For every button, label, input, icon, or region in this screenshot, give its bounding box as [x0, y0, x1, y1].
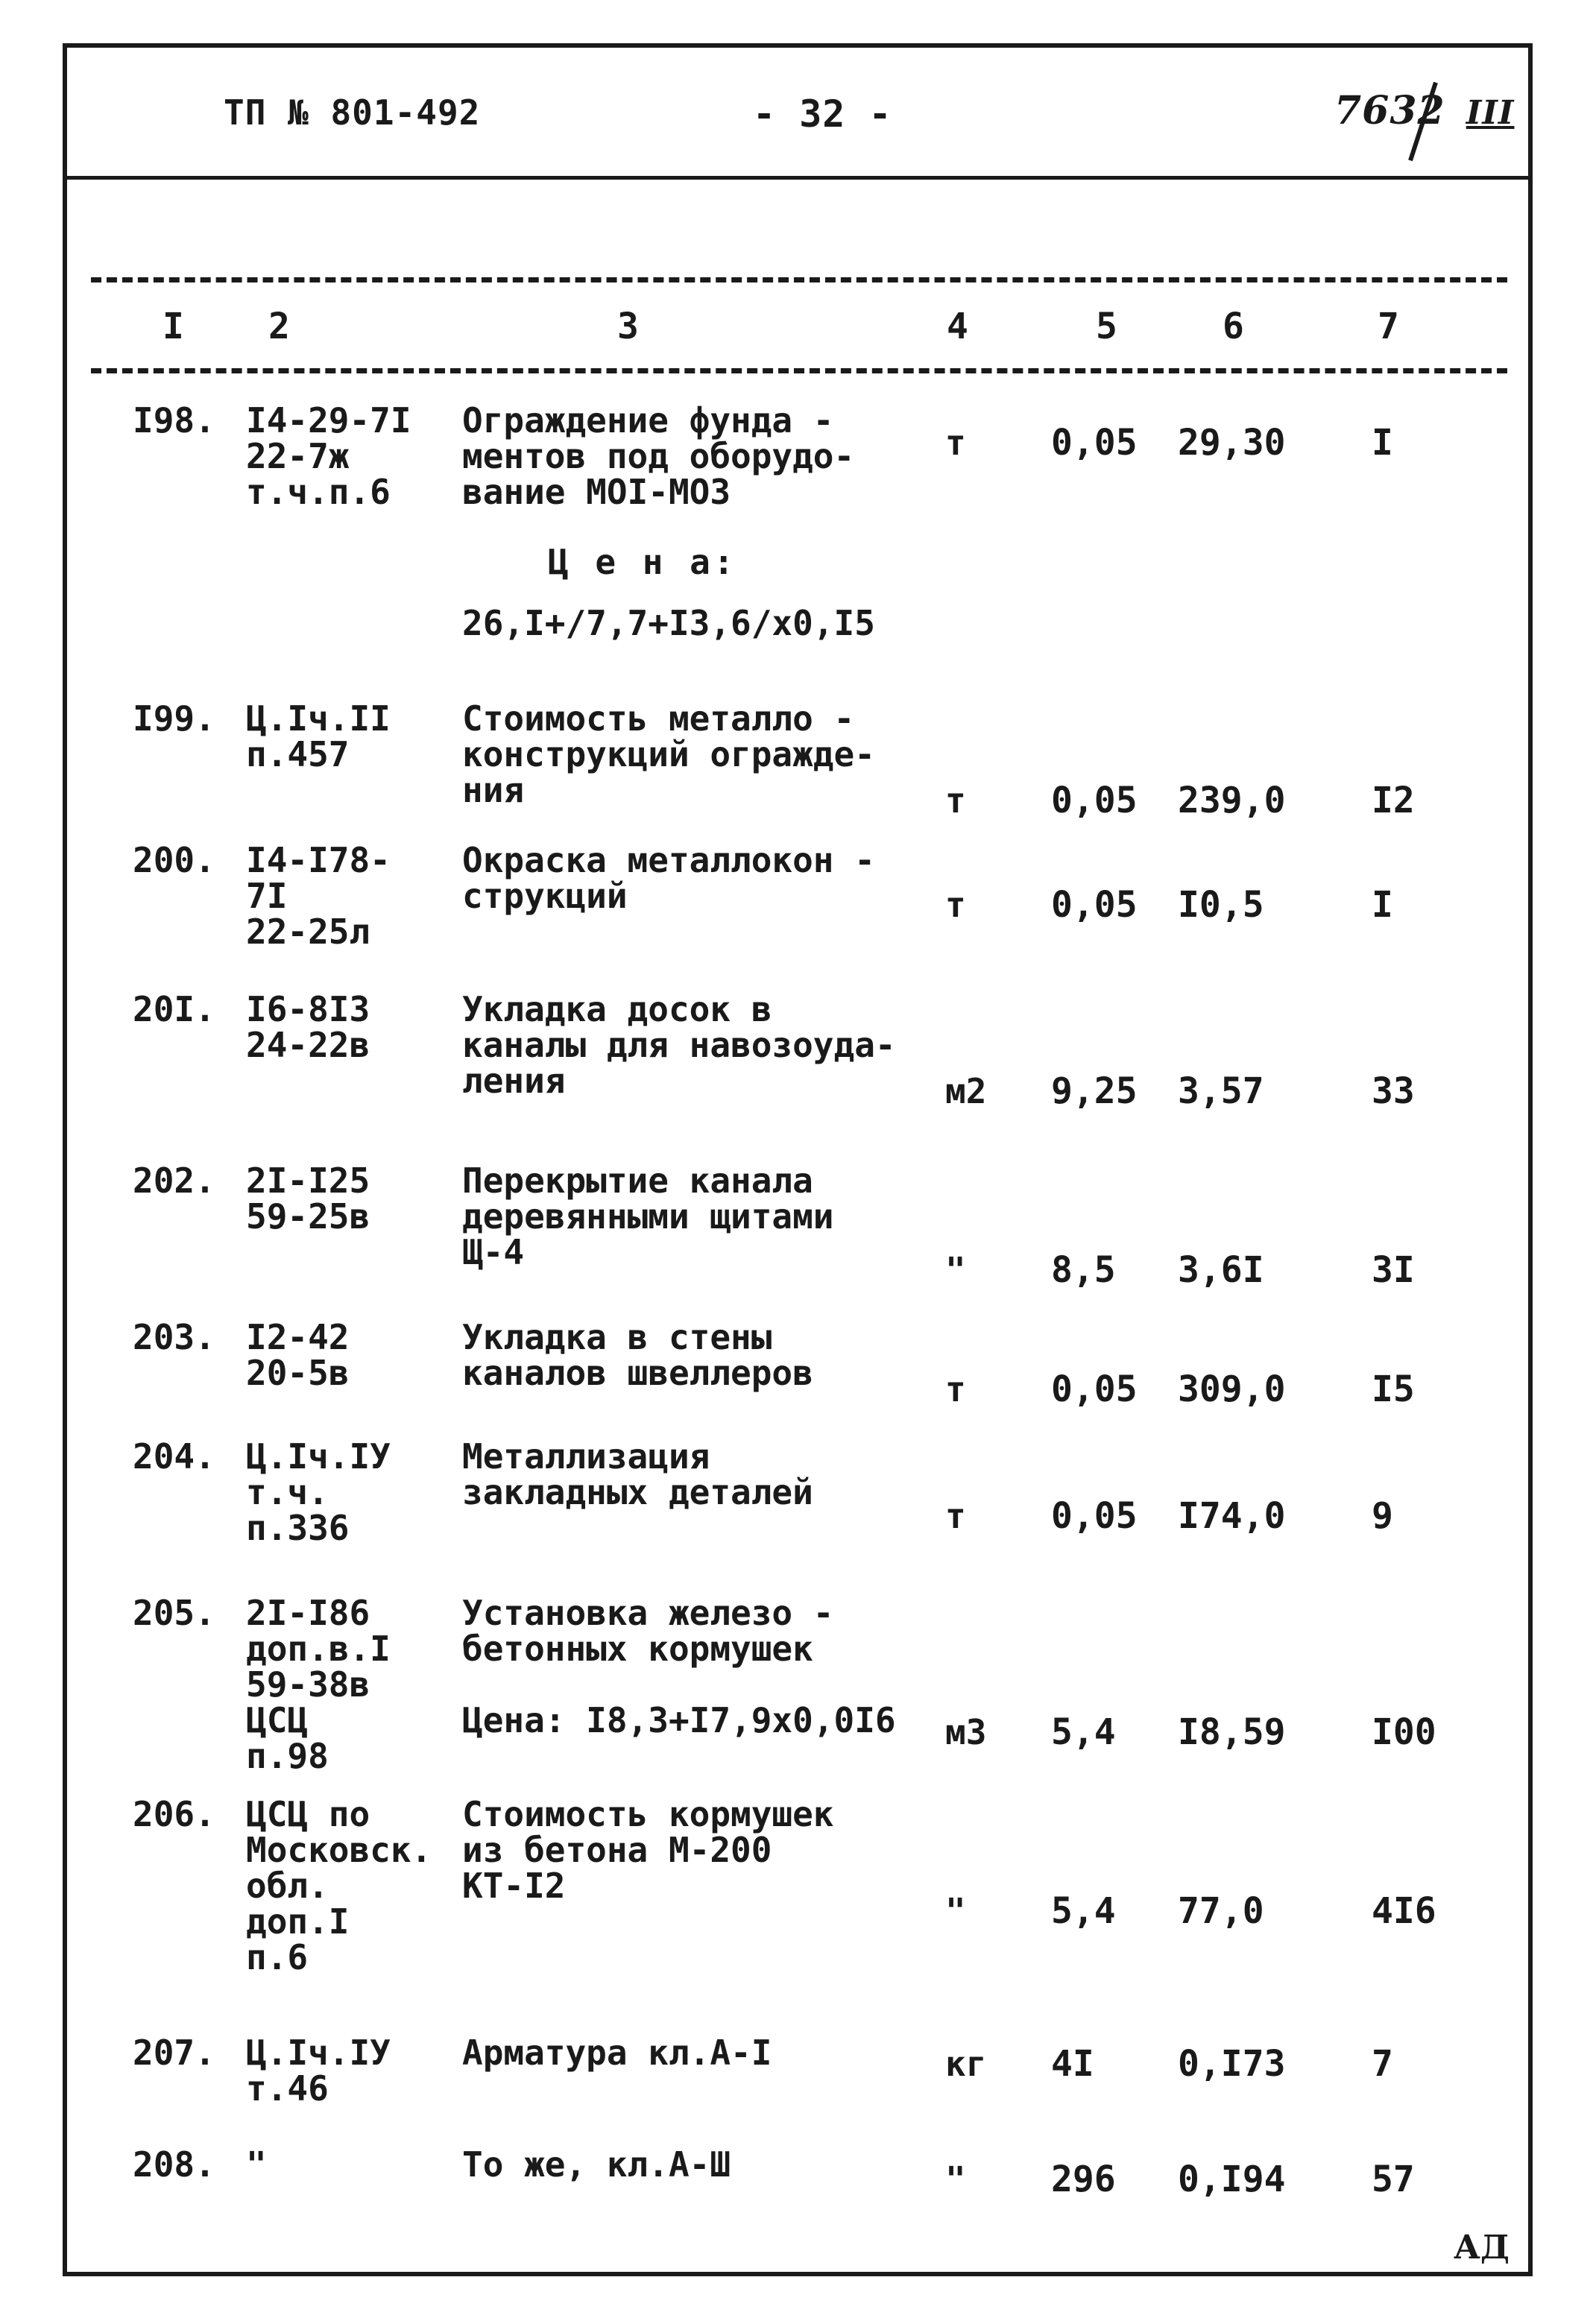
row-9-qty: 5,4 [1051, 1711, 1116, 1753]
row-8-total: 9 [1372, 1495, 1393, 1537]
row-5-desc: Укладка досок в каналы для навозоуда- ления [462, 989, 896, 1101]
row-12-total: 57 [1372, 2159, 1415, 2200]
col-header-6: 6 [1223, 306, 1244, 347]
row-6-ref: 2I-I25 59-25в [246, 1161, 370, 1237]
row-10-desc: Стоимость кормушек из бетона М-200 КТ-I2 [462, 1794, 834, 1906]
row-0-unit: т [945, 423, 966, 463]
stamp: АД [1454, 2229, 1510, 2267]
row-8-num: 204. [133, 1436, 215, 1477]
row-7-qty: 0,05 [1051, 1368, 1138, 1410]
row-0-qty: 0,05 [1051, 422, 1138, 464]
row-6-desc: Перекрытие канала деревянными щитами Щ-4 [462, 1161, 834, 1272]
row-5-qty: 9,25 [1051, 1070, 1138, 1112]
col-header-1: I [163, 306, 184, 347]
row-9-desc: Установка железо - бетонных кормушек Цена: I8,3+I7,9х0,0I6 [462, 1593, 896, 1740]
row-12-num: 208. [133, 2144, 215, 2185]
table-top-rule [91, 277, 1507, 282]
row-8-unit: т [945, 1496, 966, 1536]
row-7-ref: I2-42 20-5в [246, 1317, 350, 1393]
row-4-unit: т [945, 885, 966, 925]
row-11-ref: Ц.Iч.IУ т.46 [246, 2033, 391, 2109]
row-11-num: 207. [133, 2033, 215, 2073]
row-9-price: I8,59 [1178, 1711, 1286, 1753]
row-12-desc: То же, кл.А-Ш [462, 2144, 731, 2185]
row-0-desc: Ограждение фунда - ментов под оборудо- вание МОI-МОЗ [462, 400, 855, 512]
col-header-5: 5 [1096, 306, 1117, 347]
row-3-qty: 0,05 [1051, 780, 1138, 821]
row-5-unit: м2 [945, 1071, 987, 1111]
row-10-num: 206. [133, 1794, 215, 1834]
row-3-desc: Стоимость металло - конструкций огражде- ния [462, 698, 875, 810]
row-5-num: 20I. [133, 989, 215, 1029]
row-7-num: 203. [133, 1317, 215, 1357]
row-12-qty: 296 [1051, 2159, 1116, 2200]
row-6-num: 202. [133, 1161, 215, 1201]
row-8-desc: Металлизация закладных деталей [462, 1436, 813, 1512]
row-8-ref: Ц.Iч.IУ т.ч. п.336 [246, 1436, 391, 1548]
col-header-2: 2 [268, 306, 290, 347]
row-0-ref: I4-29-7I 22-7ж т.ч.п.6 [246, 400, 411, 512]
row-4-desc: Окраска металлокон - струкций [462, 840, 875, 916]
row-9-num: 205. [133, 1593, 215, 1633]
row-11-total: 7 [1372, 2043, 1393, 2085]
row-4-price: I0,5 [1178, 884, 1264, 926]
row-9-total: I00 [1372, 1711, 1436, 1753]
col-header-4: 4 [947, 306, 968, 347]
row-5-total: 33 [1372, 1070, 1415, 1112]
row-8-qty: 0,05 [1051, 1495, 1138, 1537]
row-10-ref: ЦСЦ по Московск. обл. доп.I п.6 [246, 1794, 432, 1977]
row-1-desc: Ц е н а: [548, 542, 737, 582]
row-10-qty: 5,4 [1051, 1890, 1116, 1932]
row-11-qty: 4I [1051, 2043, 1094, 2085]
row-4-ref: I4-I78- 7I 22-25л [246, 840, 391, 952]
row-6-price: 3,6I [1178, 1249, 1264, 1291]
table-header-rule [91, 368, 1507, 373]
col-header-7: 7 [1378, 306, 1399, 347]
row-0-num: I98. [133, 400, 215, 441]
row-6-qty: 8,5 [1051, 1249, 1116, 1291]
row-0-price: 29,30 [1178, 422, 1286, 464]
row-7-unit: т [945, 1369, 966, 1409]
row-12-ref: " [246, 2144, 267, 2185]
row-3-num: I99. [133, 698, 215, 739]
page-number: - 32 - [753, 92, 892, 136]
col-header-3: 3 [617, 306, 639, 347]
row-11-unit: кг [945, 2044, 987, 2084]
row-9-ref: 2I-I86 доп.в.I 59-38в ЦСЦ п.98 [246, 1593, 391, 1776]
row-12-price: 0,I94 [1178, 2159, 1286, 2200]
row-3-unit: т [945, 780, 966, 821]
row-4-qty: 0,05 [1051, 884, 1138, 926]
row-2-desc: 26,I+/7,7+I3,6/х0,I5 [462, 603, 875, 643]
row-10-price: 77,0 [1178, 1890, 1264, 1932]
sheet-code-sub: III [1466, 94, 1515, 132]
row-7-price: 309,0 [1178, 1368, 1286, 1410]
row-8-price: I74,0 [1178, 1495, 1286, 1537]
row-3-ref: Ц.Iч.II п.457 [246, 698, 391, 774]
row-9-unit: м3 [945, 1712, 987, 1752]
row-4-total: I [1372, 884, 1393, 926]
doc-code: ТП № 801-492 [224, 92, 481, 133]
row-6-total: 3I [1372, 1249, 1415, 1291]
row-3-total: I2 [1372, 780, 1415, 821]
row-7-total: I5 [1372, 1368, 1415, 1410]
row-10-total: 4I6 [1372, 1890, 1436, 1932]
row-11-price: 0,I73 [1178, 2043, 1286, 2085]
row-10-unit: " [945, 1891, 966, 1931]
row-7-desc: Укладка в стены каналов швеллеров [462, 1317, 813, 1393]
row-4-num: 200. [133, 840, 215, 880]
row-11-desc: Арматура кл.А-I [462, 2033, 772, 2073]
row-6-unit: " [945, 1250, 966, 1290]
row-5-price: 3,57 [1178, 1070, 1264, 1112]
row-3-price: 239,0 [1178, 780, 1286, 821]
header-divider [63, 176, 1533, 180]
row-5-ref: I6-8I3 24-22в [246, 989, 370, 1065]
row-0-total: I [1372, 422, 1393, 464]
sheet-code-main: 7632 [1334, 88, 1445, 133]
row-12-unit: " [945, 2159, 966, 2200]
